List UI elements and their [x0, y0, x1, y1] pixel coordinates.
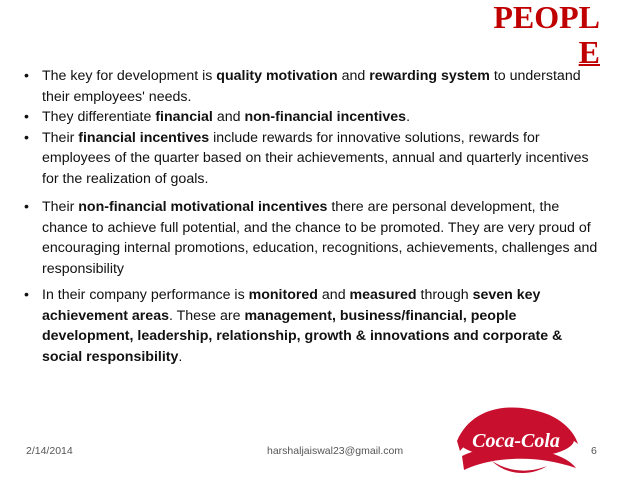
bullet-marker: • — [24, 287, 29, 303]
bullet-marker: • — [24, 109, 29, 125]
bullet-text: there are personal development, the chance to achieve full potential, and the chance to be promoted. They are very proud of encouraging internal promotions, education, recognitions, achievements, challenges and responsibility — [42, 199, 598, 277]
bullet-group — [22, 285, 602, 367]
bullet-marker: • — [24, 129, 29, 146]
bullet-text: and — [317, 287, 350, 303]
bullet-list — [22, 66, 602, 375]
bullet-text: . — [178, 348, 183, 365]
bullet-item — [22, 285, 602, 367]
footer-email: harshaljaiswal23@gmail.com — [267, 445, 404, 457]
bullet-bold-text: financial — [155, 109, 213, 125]
bullet-text: In their company performance is — [42, 287, 249, 303]
bullet-bold-text: management, business/financial, people development, leadership, relationship, growth & innovations and corporate & social responsibility — [42, 307, 563, 365]
bullet-bold-text: non-financial motivational incentives — [78, 199, 328, 215]
bullet-marker: • — [24, 199, 29, 215]
bullet-text: through — [416, 287, 473, 303]
bullet-text: . — [406, 109, 411, 125]
footer-page-number: 6 — [591, 445, 597, 457]
bullet-text: They differentiate — [42, 109, 156, 125]
bullet-text: Their — [42, 199, 79, 215]
slide-title — [480, 0, 600, 70]
title-line-2: E — [578, 34, 600, 70]
bullet-item — [22, 128, 602, 190]
bullet-text: and — [212, 109, 245, 125]
bullet-text: and — [337, 68, 370, 84]
bullet-bold-text: quality motivation — [216, 68, 338, 84]
bullet-text: include rewards for innovative solutions, rewards for employees of the quarter based on their achievements, annual and quarterly incentives for the realization of goals. — [42, 129, 589, 187]
bullet-item — [22, 107, 602, 128]
bullet-bold-text: seven key achievement areas — [42, 287, 541, 324]
bullet-text: The key for development is — [42, 68, 217, 84]
bullet-group — [22, 66, 602, 189]
title-line-1: PEOPL — [493, 0, 600, 35]
bullet-bold-text: rewarding system — [369, 68, 490, 84]
logo-wordmark: Coca-Cola — [472, 430, 560, 452]
bullet-marker: • — [24, 68, 29, 84]
bullet-group — [22, 197, 602, 279]
bullet-text: Their — [42, 129, 79, 146]
bullet-bold-text: non-financial incentives — [244, 109, 407, 125]
bullet-text: . These are — [168, 307, 245, 324]
bullet-bold-text: measured — [349, 287, 417, 303]
bullet-bold-text: financial incentives — [78, 129, 210, 146]
bullet-item — [22, 197, 602, 279]
footer-date: 2/14/2014 — [26, 445, 73, 457]
bullet-text: to understand their employees' needs. — [42, 68, 581, 105]
bullet-item — [22, 66, 602, 107]
bullet-bold-text: monitored — [248, 287, 318, 303]
coca-cola-logo — [452, 396, 582, 476]
